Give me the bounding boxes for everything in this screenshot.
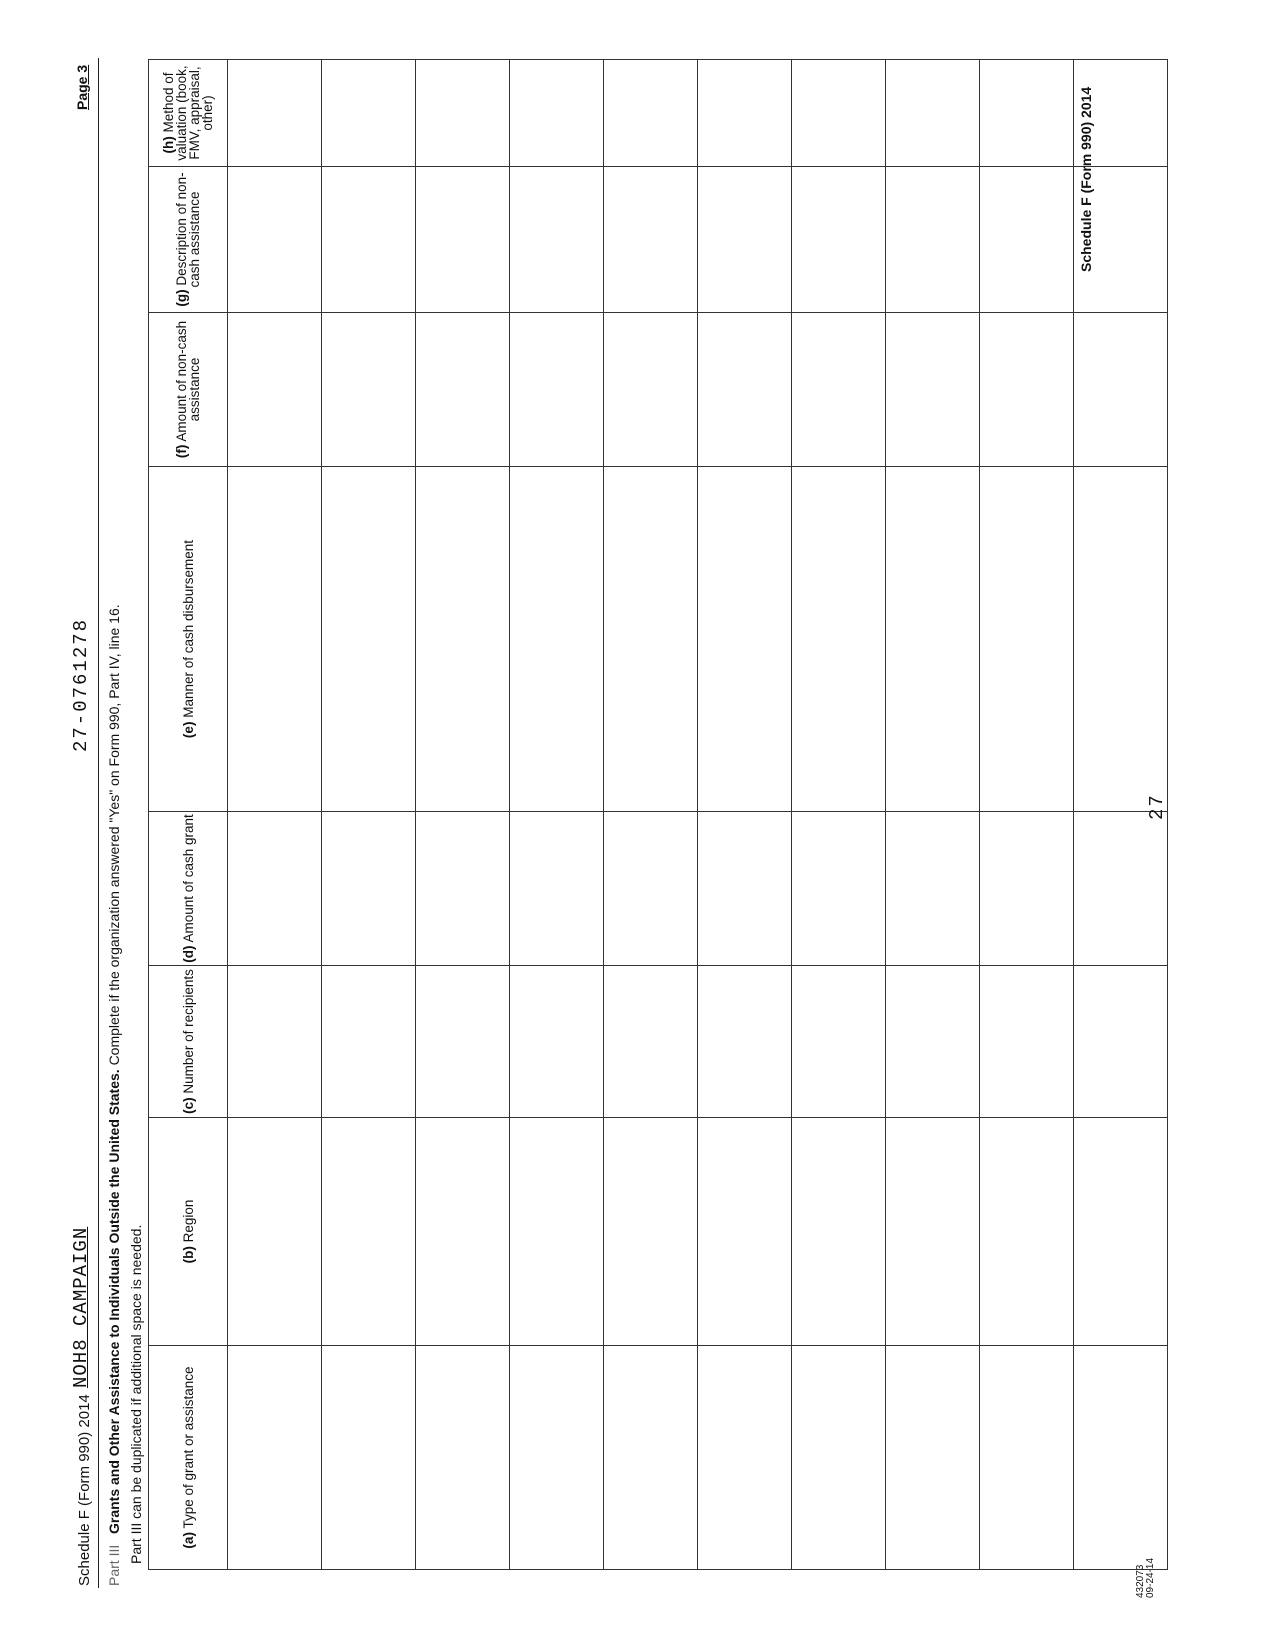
part-instruction: Complete if the organization answered "Yes" on Form 990, Part IV, line 16. [106,604,122,1070]
table-cell[interactable] [228,812,322,966]
table-cell[interactable] [228,966,322,1118]
table-cell[interactable] [604,60,698,167]
column-header-e [149,467,228,812]
table-cell[interactable] [1074,1118,1168,1346]
column-header-d [149,812,228,966]
table-cell[interactable] [322,1118,416,1346]
table-cell[interactable] [698,1118,792,1346]
column-letter: (c) [180,1097,196,1114]
table-cell[interactable] [510,812,604,966]
table-cell[interactable] [228,1346,322,1570]
table-cell[interactable] [322,313,416,467]
table-cell[interactable] [228,1118,322,1346]
column-title: Description of non-cash assistance [174,172,202,288]
table-cell[interactable] [980,167,1074,313]
column-header-a [149,1346,228,1570]
table-cell[interactable] [792,812,886,966]
table-cell[interactable] [416,313,510,467]
column-header-h [149,60,228,167]
column-letter: (a) [180,1532,196,1549]
table-row [322,60,416,1570]
table-cell[interactable] [416,167,510,313]
table-cell[interactable] [1074,467,1168,812]
table-cell[interactable] [698,167,792,313]
table-cell[interactable] [698,1346,792,1570]
table-cell[interactable] [1074,313,1168,467]
table-cell[interactable] [1074,966,1168,1118]
table-cell[interactable] [322,812,416,966]
column-title: Amount of cash grant [180,814,196,943]
table-cell[interactable] [510,467,604,812]
table-cell[interactable] [416,812,510,966]
column-header-c [149,966,228,1118]
table-cell[interactable] [510,167,604,313]
table-cell[interactable] [228,167,322,313]
table-cell[interactable] [886,812,980,966]
column-title: Amount of non-cash assistance [174,320,202,442]
table-cell[interactable] [792,167,886,313]
table-cell[interactable] [698,966,792,1118]
table-header-row [149,60,228,1570]
table-row [416,60,510,1570]
table-cell[interactable] [792,1346,886,1570]
table-cell[interactable] [792,966,886,1118]
footer-form-label: Schedule F (Form 990) 2014 [1078,86,1094,272]
column-title: Region [180,1199,196,1243]
table-cell[interactable] [698,60,792,167]
table-cell[interactable] [792,467,886,812]
table-cell[interactable] [980,966,1074,1118]
table-row [792,60,886,1570]
table-cell[interactable] [416,60,510,167]
table-cell[interactable] [698,313,792,467]
column-letter: (h) [161,136,176,154]
table-cell[interactable] [604,167,698,313]
part-label: Part III [106,1544,122,1586]
part-note: Part III can be duplicated if additional space is needed. [128,1224,144,1564]
page-label-text: Page 3 [74,64,90,110]
column-letter: (e) [180,721,196,739]
table-cell[interactable] [604,966,698,1118]
table-cell[interactable] [886,60,980,167]
table-cell[interactable] [228,60,322,167]
table-cell[interactable] [228,313,322,467]
table-cell[interactable] [980,313,1074,467]
organization-name: NOH8 CAMPAIGN [70,1226,92,1388]
table-row [604,60,698,1570]
table-cell[interactable] [416,966,510,1118]
table-cell[interactable] [416,1118,510,1346]
table-cell[interactable] [322,1346,416,1570]
table-cell[interactable] [604,1346,698,1570]
table-cell[interactable] [322,60,416,167]
part-title-bold: Grants and Other Assistance to Individuals Outside the United States. [106,1069,122,1534]
table-cell[interactable] [886,1118,980,1346]
table-cell[interactable] [510,60,604,167]
table-cell[interactable] [792,313,886,467]
table-cell[interactable] [698,812,792,966]
schedule-label: Schedule F (Form 990) 2014 [76,1394,93,1586]
table-cell[interactable] [792,1118,886,1346]
employer-id-number: 27-0761278 [70,617,92,752]
form-code-line-2: 09-24-14 [1145,1557,1156,1598]
table-cell[interactable] [1074,812,1168,966]
table-cell[interactable] [416,467,510,812]
form-code [1136,1558,1156,1598]
table-cell[interactable] [792,60,886,167]
grants-table [148,59,1168,1570]
form-code-line-1: 432073 [1135,1564,1146,1598]
table-cell[interactable] [886,167,980,313]
table-cell[interactable] [698,467,792,812]
table-cell[interactable] [604,467,698,812]
column-title: Number of recipients [180,969,196,1094]
table-cell[interactable] [980,1346,1074,1570]
column-letter: (d) [180,945,196,963]
table-cell[interactable] [980,1118,1074,1346]
table-cell[interactable] [322,167,416,313]
table-cell[interactable] [980,60,1074,167]
column-header-b [149,1118,228,1346]
column-header-f [149,313,228,467]
table-cell[interactable] [510,313,604,467]
table-cell[interactable] [510,1118,604,1346]
column-header-g [149,167,228,313]
table-cell[interactable] [886,313,980,467]
column-title: Method of valuation (book, FMV, appraisal, other) [161,65,215,161]
column-letter: (b) [180,1246,196,1264]
table-row [228,60,322,1570]
table-cell[interactable] [980,812,1074,966]
column-letter: (f) [174,444,189,459]
table-cell[interactable] [886,467,980,812]
table-row [886,60,980,1570]
table-cell[interactable] [886,1346,980,1570]
table-cell[interactable] [510,1346,604,1570]
table-cell[interactable] [886,966,980,1118]
table-row [980,60,1074,1570]
table-cell[interactable] [604,812,698,966]
table-cell[interactable] [510,966,604,1118]
table-cell[interactable] [604,1118,698,1346]
table-cell[interactable] [416,1346,510,1570]
table-cell[interactable] [322,467,416,812]
part-title [106,604,122,1534]
column-title: Type of grant or assistance [180,1366,196,1529]
page-label [74,65,90,110]
table-cell[interactable] [1074,1346,1168,1570]
table-row [510,60,604,1570]
table-cell[interactable] [604,313,698,467]
table-cell[interactable] [228,467,322,812]
page-number: 27 [1146,793,1168,820]
table-row [698,60,792,1570]
table-cell[interactable] [980,467,1074,812]
header-divider [98,58,99,1588]
column-title: Manner of cash disbursement [180,539,196,718]
column-letter: (g) [174,289,189,307]
table-cell[interactable] [322,966,416,1118]
